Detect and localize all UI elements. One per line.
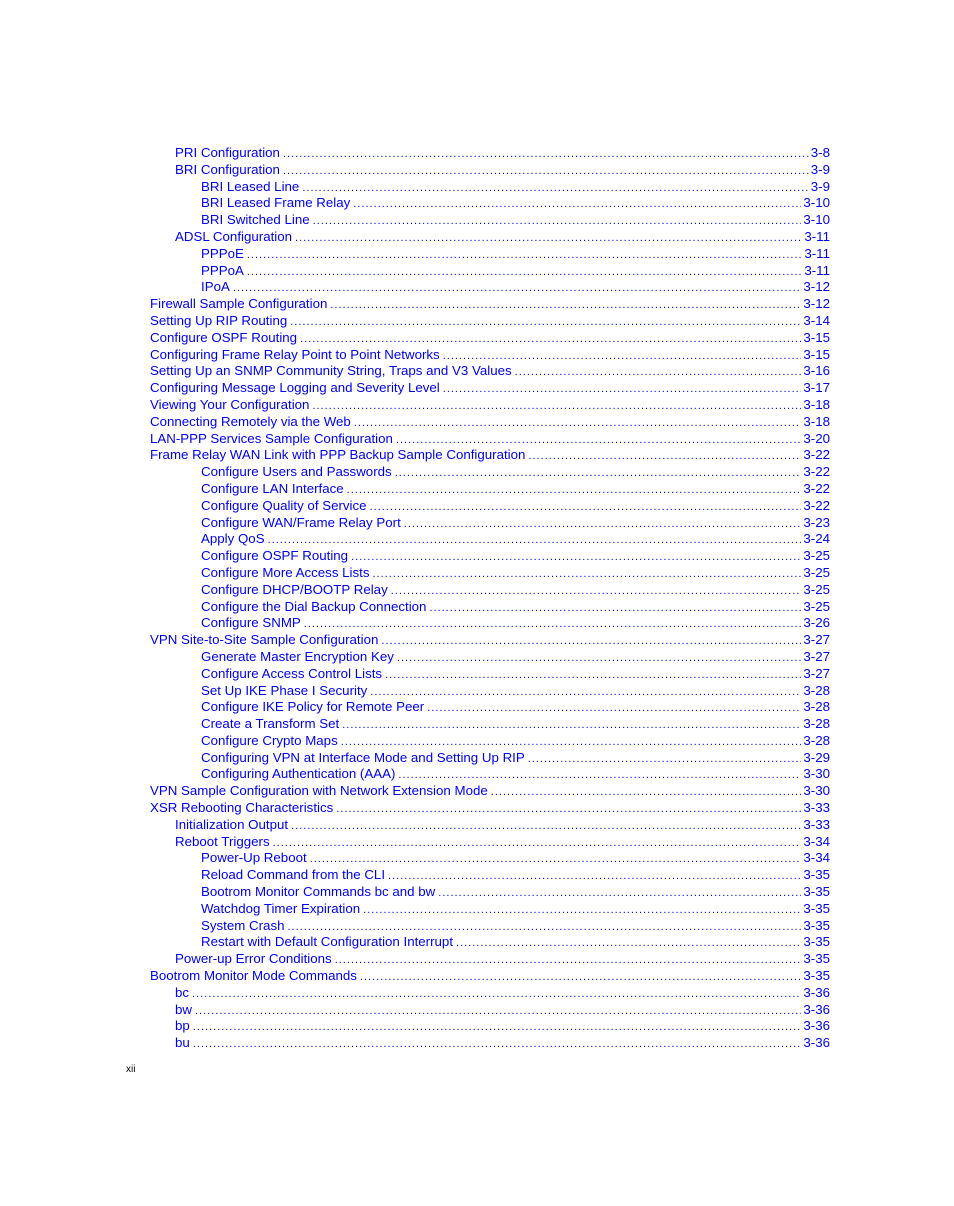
dot-leader: [398, 767, 801, 784]
dot-leader: [268, 532, 802, 549]
toc-entry-page-number[interactable]: 3-9: [810, 178, 830, 194]
dot-leader: [336, 801, 801, 818]
toc-entry[interactable]: [150, 733, 830, 750]
dot-leader: [354, 415, 802, 432]
toc-entry[interactable]: [150, 1018, 830, 1035]
toc-entry-title[interactable]: BRI Leased Line: [201, 178, 300, 194]
toc-entry-title[interactable]: Reload Command from the CLI: [201, 867, 386, 883]
toc-entry-page-number[interactable]: 3-9: [810, 161, 830, 177]
dot-leader: [273, 835, 802, 852]
toc-entry-page-number[interactable]: 3-22: [803, 447, 830, 463]
toc-entry[interactable]: [150, 279, 830, 296]
toc-entry-page-number[interactable]: 3-35: [803, 934, 830, 950]
toc-entry[interactable]: [150, 296, 830, 313]
toc-entry[interactable]: [150, 683, 830, 700]
toc-entry[interactable]: [150, 246, 830, 263]
toc-entry-title[interactable]: PRI Configuration: [175, 145, 280, 160]
toc-entry-page-number[interactable]: 3-22: [803, 480, 830, 496]
toc-entry[interactable]: [150, 347, 830, 364]
toc-entry-title[interactable]: BRI Leased Frame Relay: [201, 195, 351, 211]
toc-entry[interactable]: [150, 481, 830, 498]
dot-leader: [456, 935, 801, 952]
toc-entry-page-number[interactable]: 3-15: [803, 329, 830, 345]
toc-entry-title[interactable]: Configure WAN/Frame Relay Port: [201, 514, 401, 530]
toc-entry[interactable]: [150, 229, 830, 246]
toc-entry-title[interactable]: Initialization Output: [175, 816, 289, 832]
toc-entry-title[interactable]: Setting Up RIP Routing: [150, 312, 288, 328]
toc-entry-page-number[interactable]: 3-12: [803, 296, 830, 312]
toc-entry-page-number[interactable]: 3-33: [803, 800, 830, 816]
toc-entry-page-number[interactable]: 3-35: [803, 917, 830, 933]
toc-entry-page-number[interactable]: 3-36: [803, 1035, 830, 1051]
toc-entry-title[interactable]: Configure IKE Policy for Remote Peer: [201, 699, 425, 715]
toc-entry-title[interactable]: Configuring Authentication (AAA): [201, 766, 396, 782]
toc-entry-page-number[interactable]: 3-28: [803, 682, 830, 698]
toc-entry-title[interactable]: Configure More Access Lists: [201, 564, 370, 580]
toc-entry-page-number[interactable]: 3-11: [804, 245, 830, 261]
dot-leader: [300, 331, 801, 348]
toc-entry[interactable]: [150, 330, 830, 347]
toc-entry-title[interactable]: Frame Relay WAN Link with PPP Backup Sample Configuration: [150, 447, 526, 463]
dot-leader: [247, 264, 802, 281]
dot-leader: [370, 499, 802, 516]
toc-entry-title[interactable]: bu: [175, 1035, 190, 1051]
dot-leader: [388, 868, 801, 885]
toc-entry[interactable]: [150, 783, 830, 800]
toc-entry-title[interactable]: Configure OSPF Routing: [201, 548, 349, 564]
dot-leader: [360, 969, 801, 986]
dot-leader: [528, 751, 802, 768]
toc-entry-title[interactable]: Configure LAN Interface: [201, 480, 344, 496]
dot-leader: [341, 734, 802, 751]
toc-entry-page-number[interactable]: 3-27: [803, 632, 830, 648]
toc-entry-page-number[interactable]: 3-35: [803, 900, 830, 916]
toc-entry[interactable]: [150, 145, 830, 162]
toc-entry-title[interactable]: IPoA: [201, 279, 230, 295]
toc-entry-page-number[interactable]: 3-27: [803, 648, 830, 664]
toc-entry-page-number[interactable]: 3-10: [803, 195, 830, 211]
toc-entry-title[interactable]: Restart with Default Configuration Interrupt: [201, 934, 454, 950]
toc-entry[interactable]: [150, 431, 830, 448]
toc-entry-title[interactable]: Watchdog Timer Expiration: [201, 900, 361, 916]
toc-entry[interactable]: [150, 918, 830, 935]
toc-entry[interactable]: [150, 699, 830, 716]
toc-entry-title[interactable]: Configure Quality of Service: [201, 497, 367, 513]
dot-leader: [370, 684, 801, 701]
toc-entry[interactable]: [150, 800, 830, 817]
toc-entry-page-number[interactable]: 3-35: [803, 951, 830, 967]
toc-entry-page-number[interactable]: 3-36: [803, 1018, 830, 1034]
toc-entry[interactable]: [150, 766, 830, 783]
toc-entry[interactable]: [150, 531, 830, 548]
toc-entry[interactable]: [150, 195, 830, 212]
toc-entry-title[interactable]: Firewall Sample Configuration: [150, 296, 328, 312]
toc-entry-page-number[interactable]: 3-14: [803, 312, 830, 328]
toc-entry-title[interactable]: ADSL Configuration: [175, 228, 293, 244]
toc-entry[interactable]: [150, 582, 830, 599]
toc-entry-title[interactable]: LAN-PPP Services Sample Configuration: [150, 430, 393, 446]
toc-entry-page-number[interactable]: 3-20: [803, 430, 830, 446]
toc-entry-title[interactable]: Configure OSPF Routing: [150, 329, 298, 345]
dot-leader: [192, 986, 801, 1003]
dot-leader: [397, 650, 801, 667]
toc-entry-title[interactable]: Generate Master Encryption Key: [201, 648, 394, 664]
toc-entry-title[interactable]: Configure Users and Passwords: [201, 464, 392, 480]
toc-entry[interactable]: [150, 884, 830, 901]
dot-leader: [295, 230, 802, 247]
toc-entry[interactable]: [150, 968, 830, 985]
dot-leader: [290, 314, 801, 331]
dot-leader: [438, 885, 801, 902]
toc-entry-page-number[interactable]: 3-22: [803, 497, 830, 513]
toc-entry-page-number[interactable]: 3-33: [803, 816, 830, 832]
toc-entry-title[interactable]: Configuring VPN at Interface Mode and Setting Up RIP: [201, 749, 525, 765]
toc-entry-title[interactable]: Configure SNMP: [201, 615, 301, 631]
toc-entry-page-number[interactable]: 3-30: [803, 766, 830, 782]
toc-entry-page-number[interactable]: 3-17: [803, 380, 830, 396]
toc-entry-page-number[interactable]: 3-25: [803, 548, 830, 564]
toc-entry[interactable]: [150, 985, 830, 1002]
toc-entry-title[interactable]: Configure Crypto Maps: [201, 732, 338, 748]
dot-leader: [342, 717, 801, 734]
toc-entry[interactable]: [150, 397, 830, 414]
toc-entry-title[interactable]: BRI Switched Line: [201, 212, 310, 228]
dot-leader: [373, 566, 802, 583]
toc-entry-page-number[interactable]: 3-11: [804, 228, 830, 244]
dot-leader: [427, 700, 801, 717]
toc-entry[interactable]: [150, 380, 830, 397]
dot-leader: [283, 146, 809, 163]
toc-entry[interactable]: [150, 363, 830, 380]
toc-entry-page-number[interactable]: 3-22: [803, 464, 830, 480]
dot-leader: [312, 398, 801, 415]
toc-entry[interactable]: [150, 498, 830, 515]
toc-entry[interactable]: [150, 1002, 830, 1019]
dot-leader: [347, 482, 802, 499]
toc-entry-title[interactable]: bp: [175, 1018, 190, 1034]
toc-entry[interactable]: [150, 565, 830, 582]
toc-entry-title[interactable]: Connecting Remotely via the Web: [150, 413, 351, 429]
dot-leader: [195, 1003, 801, 1020]
dot-leader: [335, 952, 802, 969]
dot-leader: [391, 583, 802, 600]
dot-leader: [528, 448, 801, 465]
dot-leader: [193, 1019, 802, 1036]
toc-entry[interactable]: [150, 1035, 830, 1052]
toc-entry-page-number[interactable]: 3-34: [803, 850, 830, 866]
dot-leader: [363, 902, 801, 919]
toc-entry-page-number[interactable]: 3-29: [803, 749, 830, 765]
toc-entry[interactable]: [150, 850, 830, 867]
toc-entry-page-number[interactable]: 3-15: [803, 346, 830, 362]
toc-entry-title[interactable]: Power-up Error Conditions: [175, 951, 332, 967]
toc-entry-title[interactable]: Configuring Message Logging and Severity Level: [150, 380, 440, 396]
dot-leader: [443, 381, 802, 398]
dot-leader: [396, 432, 801, 449]
toc-entry-title[interactable]: BRI Configuration: [175, 161, 280, 177]
dot-leader: [313, 213, 802, 230]
toc-entry-page-number[interactable]: 3-25: [803, 564, 830, 580]
toc-entry-page-number[interactable]: 3-25: [803, 581, 830, 597]
toc-entry-page-number[interactable]: 3-28: [803, 699, 830, 715]
dot-leader: [429, 600, 801, 617]
toc-entry-page-number[interactable]: 3-18: [803, 413, 830, 429]
toc-entry[interactable]: [150, 716, 830, 733]
toc-entry-title[interactable]: Setting Up an SNMP Community String, Traps and V3 Values: [150, 363, 512, 379]
toc-entry-title[interactable]: PPPoA: [201, 262, 244, 278]
dot-leader: [310, 851, 802, 868]
toc-entry[interactable]: [150, 951, 830, 968]
toc-entry-page-number[interactable]: 3-26: [803, 615, 830, 631]
dot-leader: [351, 549, 801, 566]
toc-entry[interactable]: [150, 548, 830, 565]
toc-entry[interactable]: [150, 414, 830, 431]
toc-entry-title[interactable]: VPN Sample Configuration with Network Extension Mode: [150, 783, 488, 799]
toc-entry-page-number[interactable]: 3-28: [803, 732, 830, 748]
toc-entry-title[interactable]: Reboot Triggers: [175, 833, 270, 849]
toc-entry-page-number[interactable]: 3-24: [803, 531, 830, 547]
toc-entry-page-number[interactable]: 3-12: [803, 279, 830, 295]
toc-entry-title[interactable]: Set Up IKE Phase I Security: [201, 682, 368, 698]
toc-entry-page-number[interactable]: 3-25: [803, 598, 830, 614]
toc-entry-page-number[interactable]: 3-35: [803, 968, 830, 984]
toc-entry[interactable]: [150, 934, 830, 951]
toc-entry-page-number[interactable]: 3-36: [803, 984, 830, 1000]
toc-entry[interactable]: [150, 212, 830, 229]
toc-entry-page-number[interactable]: 3-10: [803, 212, 830, 228]
dot-leader: [515, 364, 802, 381]
toc-entry-title[interactable]: Configuring Frame Relay Point to Point Networks: [150, 346, 440, 362]
dot-leader: [304, 616, 802, 633]
toc-entry[interactable]: [150, 615, 830, 632]
toc-entry[interactable]: [150, 179, 830, 196]
toc-entry-title[interactable]: Power-Up Reboot: [201, 850, 307, 866]
dot-leader: [288, 919, 802, 936]
toc-entry[interactable]: [150, 447, 830, 464]
toc-entry-page-number[interactable]: 3-11: [804, 262, 830, 278]
dot-leader: [291, 818, 801, 835]
toc-entry[interactable]: [150, 750, 830, 767]
toc-entry-title[interactable]: Configure DHCP/BOOTP Relay: [201, 581, 388, 597]
toc-entry[interactable]: [150, 599, 830, 616]
toc-entry[interactable]: [150, 162, 830, 179]
dot-leader: [395, 465, 802, 482]
dot-leader: [330, 297, 801, 314]
toc-entry[interactable]: [150, 817, 830, 834]
toc-entry-page-number[interactable]: 3-27: [803, 665, 830, 681]
toc-entry-page-number[interactable]: 3-35: [803, 884, 830, 900]
toc-entry-title[interactable]: bw: [175, 1001, 192, 1017]
toc-entry-page-number[interactable]: 3-8: [810, 145, 830, 160]
toc-entry-page-number[interactable]: 3-18: [803, 396, 830, 412]
dot-leader: [193, 1036, 802, 1053]
toc-entry[interactable]: [150, 515, 830, 532]
toc-entry[interactable]: [150, 834, 830, 851]
toc-entry-page-number[interactable]: 3-23: [803, 514, 830, 530]
toc-entry-title[interactable]: Viewing Your Configuration: [150, 396, 310, 412]
toc-entry[interactable]: [150, 649, 830, 666]
page-number: xii: [126, 1064, 136, 1075]
toc-entry-title[interactable]: Configure Access Control Lists: [201, 665, 383, 681]
toc-entry-title[interactable]: XSR Rebooting Characteristics: [150, 800, 334, 816]
dot-leader: [491, 784, 802, 801]
table-of-contents: [150, 145, 830, 1052]
toc-entry-title[interactable]: Bootrom Monitor Commands bc and bw: [201, 884, 436, 900]
toc-entry-page-number[interactable]: 3-28: [803, 716, 830, 732]
toc-entry-title[interactable]: VPN Site-to-Site Sample Configuration: [150, 632, 379, 648]
toc-entry-page-number[interactable]: 3-36: [803, 1001, 830, 1017]
dot-leader: [381, 633, 801, 650]
dot-leader: [404, 516, 802, 533]
toc-entry-page-number[interactable]: 3-16: [803, 363, 830, 379]
toc-entry[interactable]: [150, 666, 830, 683]
toc-entry-page-number[interactable]: 3-35: [803, 867, 830, 883]
toc-entry-page-number[interactable]: 3-34: [803, 833, 830, 849]
dot-leader: [385, 667, 801, 684]
toc-entry-title[interactable]: System Crash: [201, 917, 285, 933]
toc-entry[interactable]: [150, 313, 830, 330]
toc-entry-title[interactable]: Apply QoS: [201, 531, 265, 547]
toc-entry-title[interactable]: Configure the Dial Backup Connection: [201, 598, 427, 614]
dot-leader: [233, 280, 802, 297]
toc-entry-title[interactable]: Create a Transform Set: [201, 716, 340, 732]
toc-entry[interactable]: [150, 464, 830, 481]
toc-entry-page-number[interactable]: 3-30: [803, 783, 830, 799]
dot-leader: [353, 196, 801, 213]
toc-entry[interactable]: [150, 632, 830, 649]
toc-entry[interactable]: [150, 867, 830, 884]
dot-leader: [302, 180, 808, 197]
toc-entry[interactable]: [150, 901, 830, 918]
dot-leader: [283, 163, 809, 180]
dot-leader: [443, 348, 802, 365]
toc-entry-title[interactable]: Bootrom Monitor Mode Commands: [150, 968, 357, 984]
toc-entry-title[interactable]: PPPoE: [201, 245, 244, 261]
toc-entry-title[interactable]: bc: [175, 984, 190, 1000]
dot-leader: [247, 247, 802, 264]
toc-entry[interactable]: [150, 263, 830, 280]
